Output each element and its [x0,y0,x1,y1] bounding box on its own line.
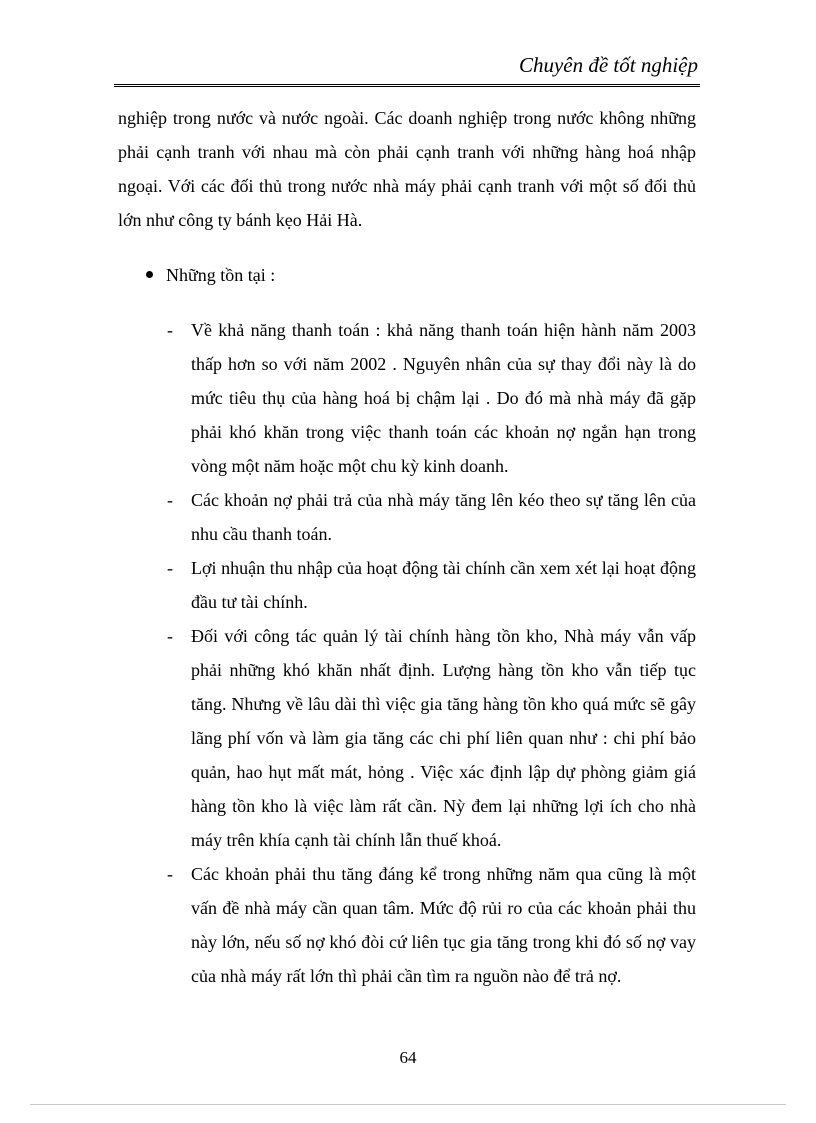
page-bottom-divider [30,1104,786,1105]
section-heading: Những tồn tại : [166,265,276,285]
section-bullet [146,258,275,292]
list-item-text: Về khả năng thanh toán : khả năng thanh toán hiện hành năm 2003 thấp hơn so với năm 2002 . Nguyên nhân của sự thay đổi này là do mức tiêu thụ của hàng hoá bị chậm lại . Do đó mà nhà máy đã gặp phải khó khăn trong việc thanh toán các khoản nợ ngắn hạn trong vòng một năm hoặc một chu kỳ kinh doanh. [191,320,696,476]
list-item-text: Các khoản nợ phải trả của nhà máy tăng lên kéo theo sự tăng lên của nhu cầu thanh toán. [191,490,696,544]
list-item [163,313,696,483]
list-item-text: Đối với công tác quản lý tài chính hàng tồn kho, Nhà máy vẫn vấp phải những khó khăn nhất định. Lượng hàng tồn kho vẫn tiếp tục tăng. Nhưng về lâu dài thì việc gia tăng hàng tồn kho quá mức sẽ gây lãng phí vốn và làm gia tăng các chi phí liên quan như : chi phí bảo quản, hao hụt mất mát, hỏng . Việc xác định lập dự phòng giảm giá hàng tồn kho là việc làm rất cần. Nỳ đem lại những lợi ích cho nhà máy trên khía cạnh tài chính lẫn thuế khoá. [191,626,696,850]
dash-icon: - [167,626,173,646]
dash-icon: - [167,864,173,884]
issues-list [163,313,696,993]
dash-icon: - [167,490,173,510]
bullet-dot-icon [146,271,153,278]
header-divider [114,84,700,87]
list-item-text: Lợi nhuận thu nhập của hoạt động tài chính cần xem xét lại hoạt động đầu tư tài chính. [191,558,696,612]
list-item [163,551,696,619]
list-item [163,619,696,857]
intro-paragraph: nghiệp trong nước và nước ngoài. Các doanh nghiệp trong nước không những phải cạnh tranh với nhau mà còn phải cạnh tranh với những hàng hoá nhập ngoại. Với các đối thủ trong nước nhà máy phải cạnh tranh với một số đối thủ lớn như công ty bánh kẹo Hải Hà. [118,108,696,230]
list-item [163,857,696,993]
document-header-title: Chuyên đề tốt nghiệp [518,53,698,77]
list-item-text: Các khoản phải thu tăng đáng kể trong những năm qua cũng là một vấn đề nhà máy cần quan tâm. Mức độ rủi ro của các khoản phải thu này lớn, nếu số nợ khó đòi cứ liên tục gia tăng trong khi đó số nợ vay của nhà máy rất lớn thì phải cần tìm ra nguồn nào để trả nợ. [191,864,696,986]
list-item [163,483,696,551]
dash-icon: - [167,558,173,578]
page-number: 64 [399,1048,417,1067]
dash-icon: - [167,320,173,340]
